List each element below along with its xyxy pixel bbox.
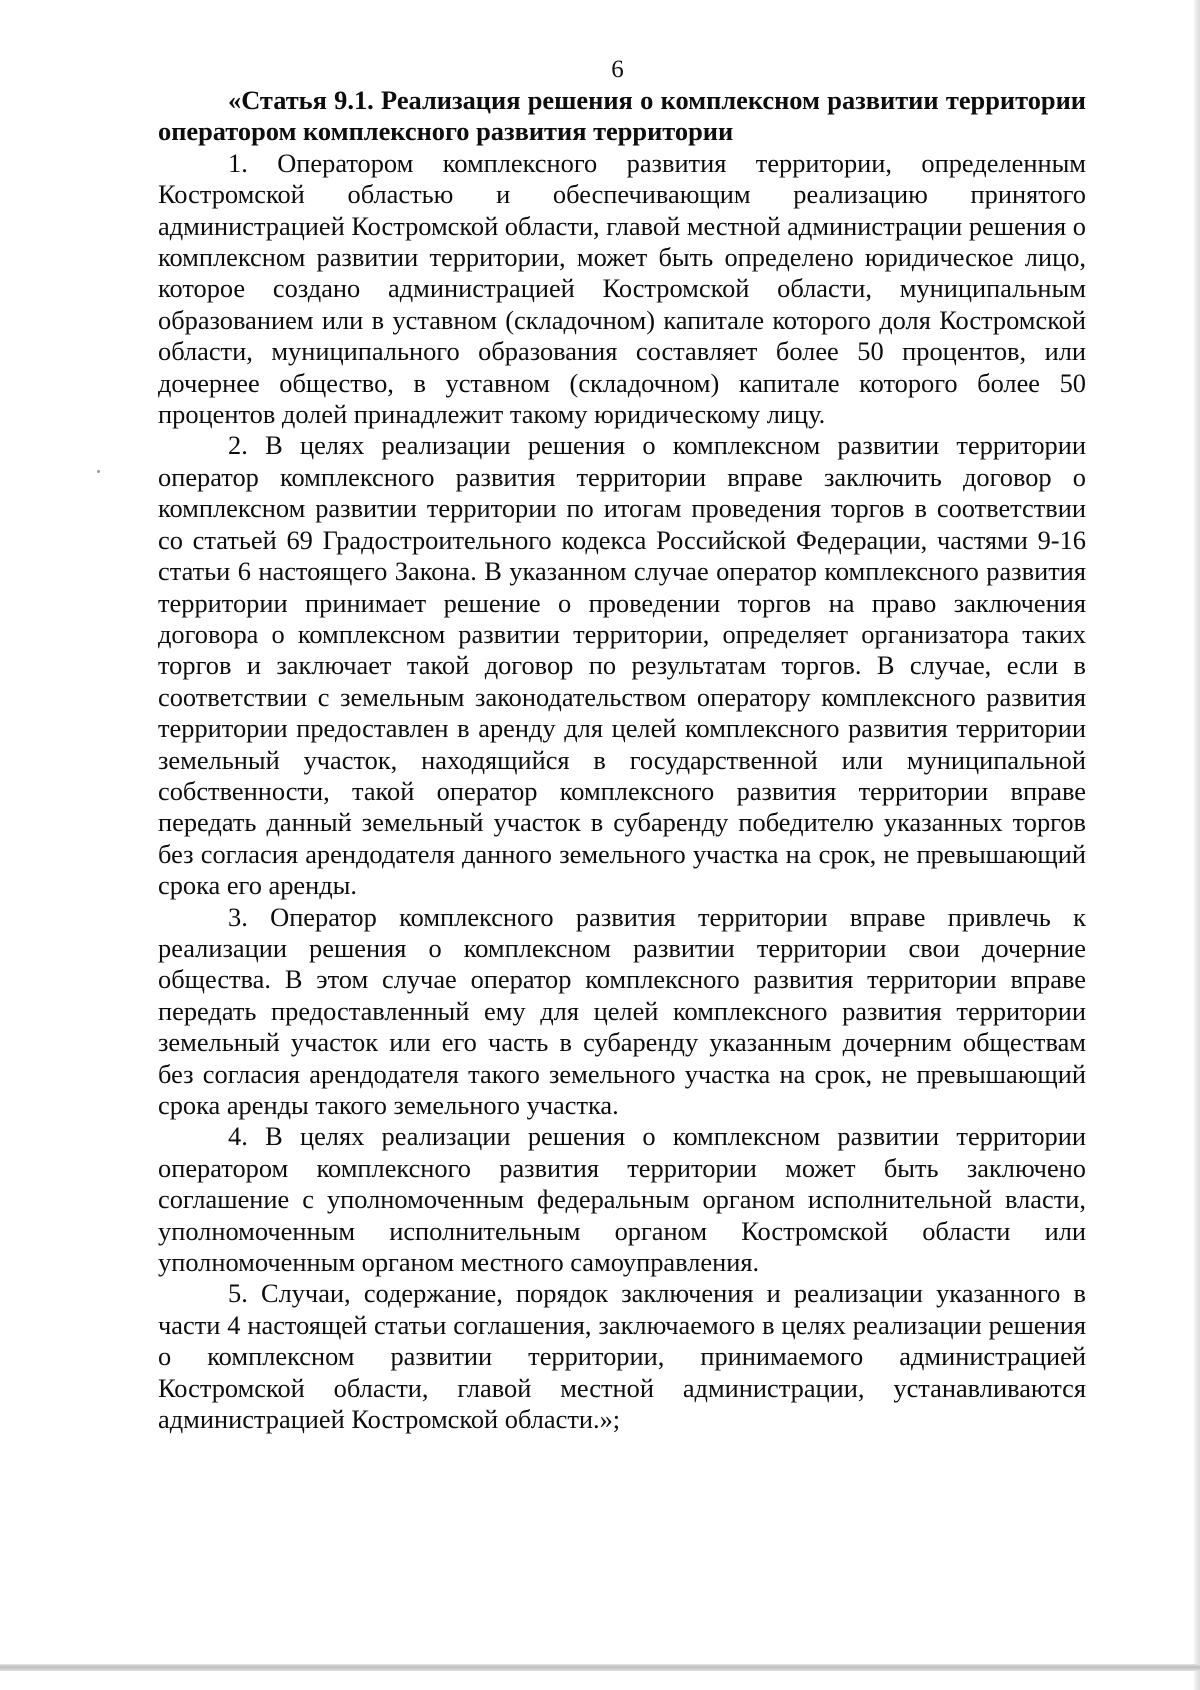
article-heading: «Статья 9.1. Реализация решения о комплексном развитии территории оператором комплексного развития территории bbox=[158, 85, 1086, 147]
scan-speck bbox=[97, 470, 100, 473]
scan-edge-bottom bbox=[0, 1664, 1200, 1671]
paragraph-1: 1. Оператором комплексного развития территории, определенным Костромской областью и обеспечивающим реализацию принятого администрацией Костромской области, главой местной администрации решения о комплексном развитии территории, может быть определено юридическое лицо, которое создано администрацией Костромской области, муниципальным образованием или в уставном (складочном) капитале которого доля Костромской области, муниципального образования составляет более 50 процентов, или дочернее общество, в уставном (складочном) капитале которого более 50 процентов долей принадлежит такому юридическому лицу. bbox=[158, 147, 1086, 430]
paragraph-3: 3. Оператор комплексного развития территории вправе привлечь к реализации решения о комплексном развитии территории свои дочерние общества. В этом случае оператор комплексного развития территории вправе передать предоставленный ему для целей комплексного развития территории земельный участок или его часть в субаренду указанным дочерним обществам без согласия арендодателя такого земельного участка на срок, не превышающий срока аренды такого земельного участка. bbox=[158, 901, 1086, 1120]
paragraph-5: 5. Случаи, содержание, порядок заключения и реализации указанного в части 4 настоящей статьи соглашения, заключаемого в целях реализации решения о комплексном развитии территории, принимаемого администрацией Костромской области, главой местной администрации, устанавливаются администрацией Костромской области.»; bbox=[158, 1278, 1086, 1435]
page-number: 6 bbox=[611, 56, 624, 83]
document-body bbox=[158, 85, 1086, 1435]
scan-edge-right bbox=[1194, 0, 1200, 1690]
paragraph-4: 4. В целях реализации решения о комплексном развитии территории оператором комплексного развития территории может быть заключено соглашение с уполномоченным федеральным органом исполнительной власти, уполномоченным исполнительным органом Костромской области или уполномоченным органом местного самоуправления. bbox=[158, 1121, 1086, 1278]
paragraph-2: 2. В целях реализации решения о комплексном развитии территории оператор комплексного развития территории вправе заключить договор о комплексном развитии территории по итогам проведения торгов в соответствии со статьей 69 Градостроительного кодекса Российской Федерации, частями 9-16 статьи 6 настоящего Закона. В указанном случае оператор комплексного развития территории принимает решение о проведении торгов на право заключения договора о комплексном развитии территории, определяет организатора таких торгов и заключает такой договор по результатам торгов. В случае, если в соответствии с земельным законодательством оператору комплексного развития территории предоставлен в аренду для целей комплексного развития территории земельный участок, находящийся в государственной или муниципальной собственности, такой оператор комплексного развития территории вправе передать данный земельный участок в субаренду победителю указанных торгов без согласия арендодателя данного земельного участка на срок, не превышающий срока его аренды. bbox=[158, 430, 1086, 901]
